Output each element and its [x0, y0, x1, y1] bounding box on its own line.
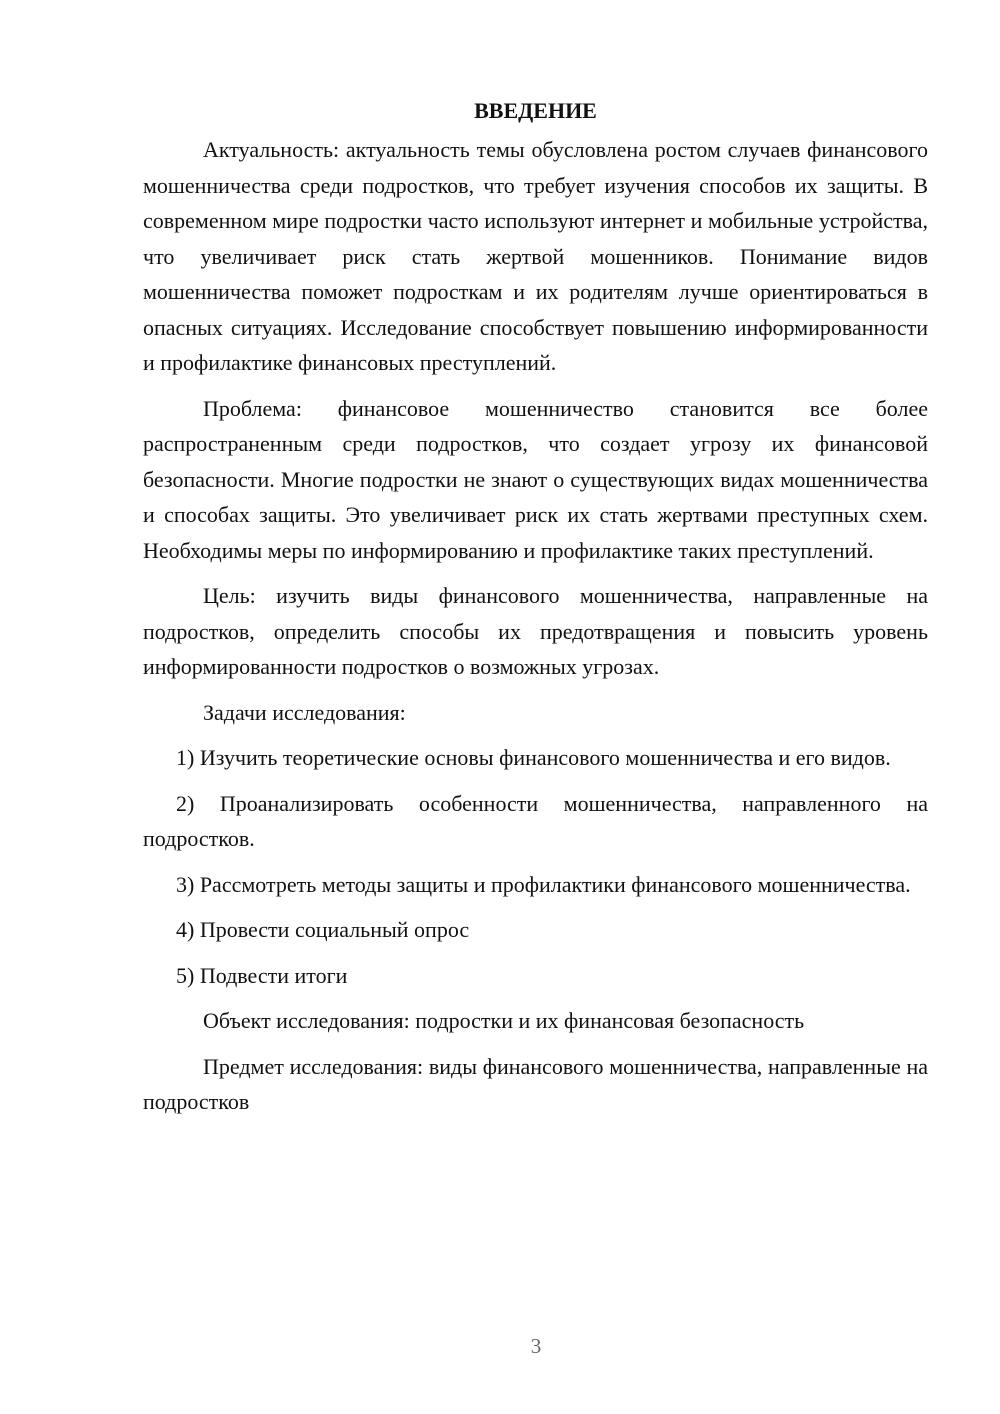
task-item: 2) Проанализировать особенности мошенничества, направленного на подростков. — [143, 790, 928, 851]
task-item: 1) Изучить теоретические основы финансового мошенничества и его видов. — [176, 745, 891, 770]
problem-paragraph: Проблема: финансовое мошенничество становится все более распространенным среди подростков, что создает угрозу их финансовой безопасности. Многие подростки не знают о существующих видах мошенничества и способах защиты. Это увеличивает риск их стать жертвами преступных схем. Необходимы меры по информированию и профилактике таких преступлений. — [143, 395, 928, 563]
page-content — [143, 96, 928, 1130]
subject-paragraph: Предмет исследования: виды финансового мошенничества, направленные на подростков — [143, 1053, 928, 1114]
task-item: 4) Провести социальный опрос — [176, 917, 470, 942]
section-title: ВВЕДЕНИЕ — [474, 98, 597, 123]
tasks-heading: Задачи исследования: — [203, 699, 406, 725]
relevance-paragraph: Актуальность: актуальность темы обусловлена ростом случаев финансового мошенничества среди подростков, что требует изучения способов их защиты. В современном мире подростки часто используют интернет и мобильные устройства, что увеличивает риск стать жертвой мошенников. Понимание видов мошенничества поможет подросткам и их родителям лучше ориентироваться в опасных ситуациях. Исследование способствует повышению информированности и профилактике финансовых преступлений. — [143, 137, 928, 375]
goal-paragraph: Цель: изучить виды финансового мошенничества, направленные на подростков, определить способы их предотвращения и повысить уровень информированности подростков о возможных угрозах. — [143, 583, 928, 679]
task-item: 3) Рассмотреть методы защиты и профилактики финансового мошенничества. — [176, 871, 911, 897]
page-number: 3 — [530, 1334, 542, 1358]
object-paragraph: Объект исследования: подростки и их финансовая безопасность — [203, 1008, 805, 1033]
task-item: 5) Подвести итоги — [176, 962, 348, 988]
